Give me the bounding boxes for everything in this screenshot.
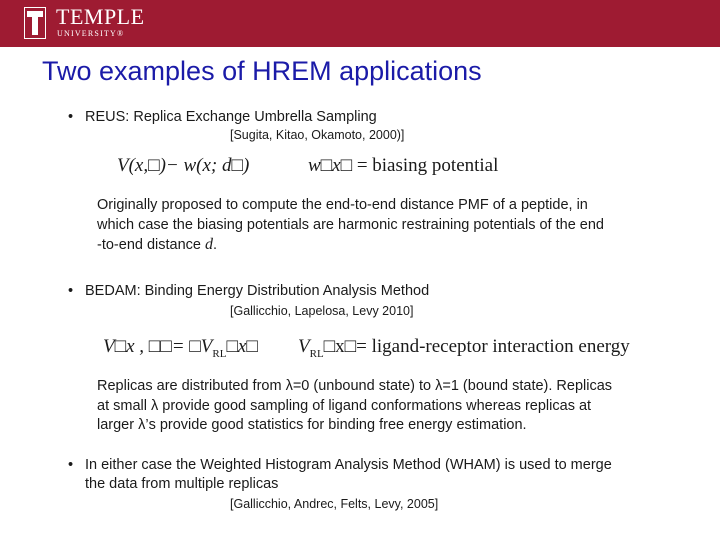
paragraph-text: . bbox=[213, 237, 218, 253]
brand-name: TEMPLE bbox=[56, 4, 145, 29]
slide-title: Two examples of HREM applications bbox=[42, 56, 482, 86]
formula-reus-eq: = biasing potential bbox=[356, 155, 499, 176]
paragraph-reus bbox=[97, 196, 677, 256]
paragraph-text: -to-end distance bbox=[97, 237, 206, 253]
formula-text: V□x , □□= □V bbox=[103, 336, 213, 357]
paragraph-line: Replicas are distributed from λ=0 (unbound state) to λ=1 (bound state). Replicas bbox=[97, 378, 613, 394]
formula-eq: = ligand-receptor interaction energy bbox=[356, 336, 630, 357]
citation-wham: [Gallicchio, Andrec, Felts, Levy, 2005] bbox=[230, 497, 439, 511]
formula-subscript: RL bbox=[212, 347, 227, 360]
citation-reus: [Sugita, Kitao, Okamoto, 2000)] bbox=[230, 128, 405, 142]
paragraph-line: at small λ provide good sampling of ligand conformations whereas replicas at bbox=[97, 397, 592, 414]
bullet-dot-icon: • bbox=[68, 109, 74, 125]
formula-reus-var: w□x□ bbox=[308, 155, 353, 176]
brand-subtitle: UNIVERSITY® bbox=[57, 29, 125, 38]
paragraph-bedam bbox=[97, 377, 677, 436]
paragraph-line: Originally proposed to compute the end-to-end distance PMF of a peptide, in bbox=[97, 197, 588, 213]
bullet-text: BEDAM: Binding Energy Distribution Analysis Method bbox=[85, 283, 430, 299]
formula-text: □x□ bbox=[226, 336, 258, 357]
formula-reus-right bbox=[308, 155, 498, 177]
distance-variable: d bbox=[205, 236, 214, 253]
formula-text: V bbox=[298, 336, 310, 357]
formula-text: □x□ bbox=[323, 336, 357, 357]
bullet-text: the data from multiple replicas bbox=[85, 476, 279, 492]
paragraph-line: which case the biasing potentials are harmonic restraining potentials of the end bbox=[97, 216, 604, 233]
bullet-dot-icon: • bbox=[68, 283, 74, 299]
temple-t-logo-icon bbox=[24, 7, 46, 39]
formula-reus-left: V(x,□)− w(x; d□) bbox=[117, 155, 250, 176]
formula-bedam-left bbox=[103, 336, 258, 360]
formula-subscript: RL bbox=[309, 347, 324, 360]
citation-bedam: [Gallicchio, Lapelosa, Levy 2010] bbox=[230, 304, 414, 318]
bullet-text: REUS: Replica Exchange Umbrella Sampling bbox=[85, 109, 377, 125]
header-bar bbox=[0, 0, 720, 47]
bullet-dot-icon: • bbox=[68, 457, 74, 473]
paragraph-line: larger λ’s provide good statistics for binding free energy estimation. bbox=[97, 417, 527, 433]
formula-bedam-right bbox=[298, 336, 630, 360]
paragraph-line bbox=[97, 235, 677, 256]
bullet-text: In either case the Weighted Histogram Analysis Method (WHAM) is used to merge bbox=[85, 457, 612, 473]
